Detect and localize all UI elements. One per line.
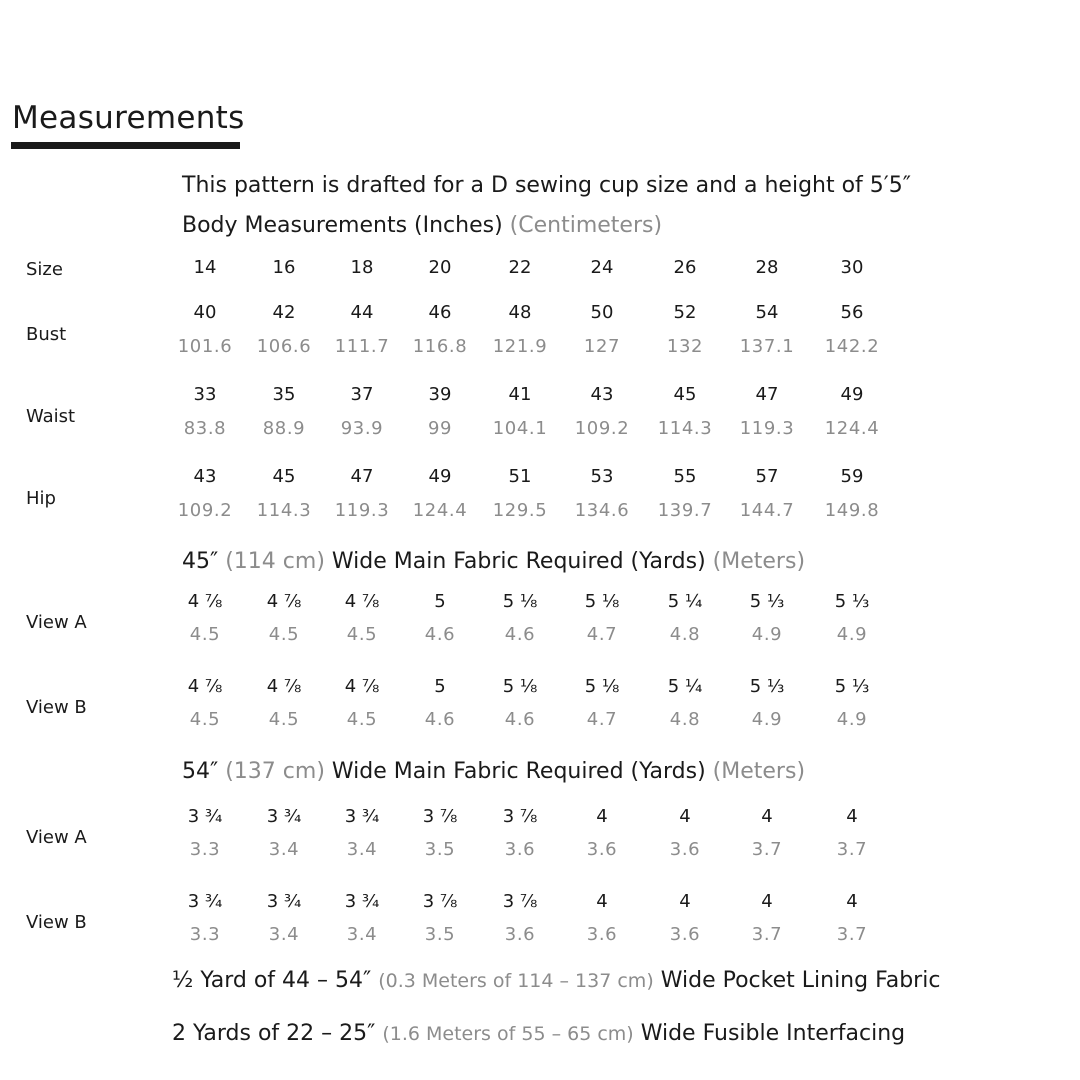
inches-value: 40 xyxy=(193,302,217,323)
fabric-54-heading xyxy=(182,759,805,784)
body-heading-metric: (Centimeters) xyxy=(509,213,663,238)
yards-value: 5 ⅓ xyxy=(834,676,870,697)
meters-value: 4.5 xyxy=(346,709,378,730)
inches-value: 59 xyxy=(840,466,864,487)
yards-value: 5 ⅓ xyxy=(834,591,870,612)
row-label-hip: Hip xyxy=(26,488,56,509)
size-value: 26 xyxy=(673,257,697,278)
meters-value: 4.9 xyxy=(836,709,868,730)
meters-value: 3.6 xyxy=(504,839,536,860)
meters-value: 4.5 xyxy=(189,709,221,730)
inches-value: 55 xyxy=(673,466,697,487)
inches-value: 45 xyxy=(272,466,296,487)
yards-value: 5 ⅛ xyxy=(584,676,620,697)
size-value: 28 xyxy=(755,257,779,278)
yards-value: 5 ⅛ xyxy=(502,591,538,612)
inches-value: 53 xyxy=(590,466,614,487)
cm-value: 114.3 xyxy=(657,418,713,439)
size-value: 16 xyxy=(272,257,296,278)
inches-value: 47 xyxy=(755,384,779,405)
inches-value: 44 xyxy=(350,302,374,323)
fabric-54-width: 54″ xyxy=(182,759,219,784)
meters-value: 3.4 xyxy=(268,839,300,860)
cm-value: 121.9 xyxy=(492,336,548,357)
inches-value: 42 xyxy=(272,302,296,323)
size-value: 18 xyxy=(350,257,374,278)
meters-value: 4.9 xyxy=(836,624,868,645)
meters-value: 4.9 xyxy=(751,624,783,645)
yards-value: 5 ¼ xyxy=(667,676,703,697)
meters-value: 3.6 xyxy=(586,839,618,860)
meters-value: 4.6 xyxy=(504,624,536,645)
yards-value: 3 ¾ xyxy=(187,806,223,827)
yards-value: 5 xyxy=(434,591,446,612)
meters-value: 3.7 xyxy=(836,839,868,860)
cm-value: 124.4 xyxy=(412,500,468,521)
inches-value: 39 xyxy=(428,384,452,405)
cm-value: 137.1 xyxy=(739,336,795,357)
yards-value: 3 ¾ xyxy=(266,891,302,912)
cm-value: 127 xyxy=(583,336,621,357)
interfacing-tail: Wide Fusible Interfacing xyxy=(640,1021,906,1046)
row-label-view-a: View A xyxy=(26,612,87,633)
meters-value: 3.3 xyxy=(189,924,221,945)
yards-value: 5 ⅛ xyxy=(584,591,620,612)
cm-value: 124.4 xyxy=(824,418,880,439)
yards-value: 4 xyxy=(679,806,691,827)
inches-value: 57 xyxy=(755,466,779,487)
cm-value: 132 xyxy=(666,336,704,357)
meters-value: 4.7 xyxy=(586,709,618,730)
size-value: 30 xyxy=(840,257,864,278)
yards-value: 5 ¼ xyxy=(667,591,703,612)
meters-value: 3.6 xyxy=(504,924,536,945)
meters-value: 4.8 xyxy=(669,624,701,645)
cm-value: 119.3 xyxy=(739,418,795,439)
page-title: Measurements xyxy=(12,100,245,136)
pocket-lining-metric: (0.3 Meters of 114 – 137 cm) xyxy=(378,970,654,992)
cm-value: 109.2 xyxy=(574,418,630,439)
pocket-lining-main: ½ Yard of 44 – 54″ xyxy=(172,968,372,993)
inches-value: 49 xyxy=(840,384,864,405)
yards-value: 4 ⅞ xyxy=(344,676,380,697)
yards-value: 3 ⅞ xyxy=(502,891,538,912)
interfacing-line xyxy=(172,1021,905,1046)
fabric-54-width-metric: (137 cm) xyxy=(225,759,325,784)
row-label-waist: Waist xyxy=(26,406,76,427)
yards-value: 4 xyxy=(846,806,858,827)
row-label-bust: Bust xyxy=(26,324,67,345)
cm-value: 144.7 xyxy=(739,500,795,521)
row-label-view-a: View A xyxy=(26,827,87,848)
row-label-view-b: View B xyxy=(26,912,87,933)
inches-value: 52 xyxy=(673,302,697,323)
meters-value: 4.5 xyxy=(189,624,221,645)
meters-value: 4.6 xyxy=(424,709,456,730)
yards-value: 4 xyxy=(679,891,691,912)
inches-value: 43 xyxy=(590,384,614,405)
inches-value: 56 xyxy=(840,302,864,323)
yards-value: 4 xyxy=(596,806,608,827)
meters-value: 3.4 xyxy=(346,839,378,860)
meters-value: 4.5 xyxy=(268,709,300,730)
pocket-lining-tail: Wide Pocket Lining Fabric xyxy=(660,968,941,993)
yards-value: 4 xyxy=(596,891,608,912)
yards-value: 3 ⅞ xyxy=(422,891,458,912)
yards-value: 3 ¾ xyxy=(344,806,380,827)
fabric-45-heading-main: Wide Main Fabric Required (Yards) xyxy=(331,549,706,574)
size-value: 22 xyxy=(508,257,532,278)
meters-value: 4.7 xyxy=(586,624,618,645)
inches-value: 51 xyxy=(508,466,532,487)
interfacing-main: 2 Yards of 22 – 25″ xyxy=(172,1021,376,1046)
cm-value: 119.3 xyxy=(334,500,390,521)
cm-value: 111.7 xyxy=(334,336,390,357)
row-label-view-b: View B xyxy=(26,697,87,718)
yards-value: 5 xyxy=(434,676,446,697)
intro-text: This pattern is drafted for a D sewing cup size and a height of 5′5″ xyxy=(182,173,911,198)
yards-value: 4 ⅞ xyxy=(187,591,223,612)
yards-value: 5 ⅛ xyxy=(502,676,538,697)
yards-value: 5 ⅓ xyxy=(749,591,785,612)
fabric-45-width: 45″ xyxy=(182,549,219,574)
yards-value: 3 ⅞ xyxy=(502,806,538,827)
meters-value: 3.5 xyxy=(424,839,456,860)
title-underline xyxy=(11,142,240,149)
body-heading-main: Body Measurements (Inches) xyxy=(182,213,503,238)
cm-value: 116.8 xyxy=(412,336,468,357)
cm-value: 142.2 xyxy=(824,336,880,357)
size-value: 14 xyxy=(193,257,217,278)
cm-value: 104.1 xyxy=(492,418,548,439)
interfacing-metric: (1.6 Meters of 55 – 65 cm) xyxy=(382,1023,634,1045)
cm-value: 99 xyxy=(427,418,453,439)
fabric-45-heading xyxy=(182,549,805,574)
yards-value: 3 ¾ xyxy=(187,891,223,912)
inches-value: 37 xyxy=(350,384,374,405)
cm-value: 83.8 xyxy=(183,418,227,439)
meters-value: 3.6 xyxy=(669,924,701,945)
meters-value: 4.8 xyxy=(669,709,701,730)
inches-value: 48 xyxy=(508,302,532,323)
fabric-45-width-metric: (114 cm) xyxy=(225,549,325,574)
inches-value: 33 xyxy=(193,384,217,405)
inches-value: 35 xyxy=(272,384,296,405)
yards-value: 3 ⅞ xyxy=(422,806,458,827)
inches-value: 45 xyxy=(673,384,697,405)
yards-value: 3 ¾ xyxy=(344,891,380,912)
meters-value: 3.7 xyxy=(751,839,783,860)
cm-value: 93.9 xyxy=(340,418,384,439)
meters-value: 3.4 xyxy=(346,924,378,945)
fabric-54-heading-main: Wide Main Fabric Required (Yards) xyxy=(331,759,706,784)
meters-value: 4.9 xyxy=(751,709,783,730)
yards-value: 4 xyxy=(761,806,773,827)
yards-value: 3 ¾ xyxy=(266,806,302,827)
yards-value: 4 ⅞ xyxy=(266,591,302,612)
cm-value: 101.6 xyxy=(177,336,233,357)
pocket-lining-line xyxy=(172,968,940,993)
inches-value: 54 xyxy=(755,302,779,323)
meters-value: 4.6 xyxy=(424,624,456,645)
inches-value: 43 xyxy=(193,466,217,487)
meters-value: 3.7 xyxy=(751,924,783,945)
cm-value: 134.6 xyxy=(574,500,630,521)
meters-value: 3.3 xyxy=(189,839,221,860)
yards-value: 4 xyxy=(846,891,858,912)
meters-value: 4.5 xyxy=(346,624,378,645)
meters-value: 3.4 xyxy=(268,924,300,945)
size-value: 20 xyxy=(428,257,452,278)
inches-value: 47 xyxy=(350,466,374,487)
meters-value: 3.6 xyxy=(669,839,701,860)
meters-value: 3.5 xyxy=(424,924,456,945)
yards-value: 4 ⅞ xyxy=(344,591,380,612)
cm-value: 114.3 xyxy=(256,500,312,521)
meters-value: 3.7 xyxy=(836,924,868,945)
cm-value: 106.6 xyxy=(256,336,312,357)
cm-value: 149.8 xyxy=(824,500,880,521)
cm-value: 109.2 xyxy=(177,500,233,521)
size-value: 24 xyxy=(590,257,614,278)
yards-value: 4 ⅞ xyxy=(187,676,223,697)
inches-value: 41 xyxy=(508,384,532,405)
cm-value: 129.5 xyxy=(492,500,548,521)
body-measurements-heading xyxy=(182,213,662,238)
yards-value: 4 ⅞ xyxy=(266,676,302,697)
inches-value: 49 xyxy=(428,466,452,487)
cm-value: 139.7 xyxy=(657,500,713,521)
meters-value: 3.6 xyxy=(586,924,618,945)
yards-value: 5 ⅓ xyxy=(749,676,785,697)
fabric-45-heading-metric: (Meters) xyxy=(712,549,806,574)
inches-value: 50 xyxy=(590,302,614,323)
size-label: Size xyxy=(26,259,63,280)
meters-value: 4.6 xyxy=(504,709,536,730)
meters-value: 4.5 xyxy=(268,624,300,645)
cm-value: 88.9 xyxy=(262,418,306,439)
fabric-54-heading-metric: (Meters) xyxy=(712,759,806,784)
inches-value: 46 xyxy=(428,302,452,323)
yards-value: 4 xyxy=(761,891,773,912)
